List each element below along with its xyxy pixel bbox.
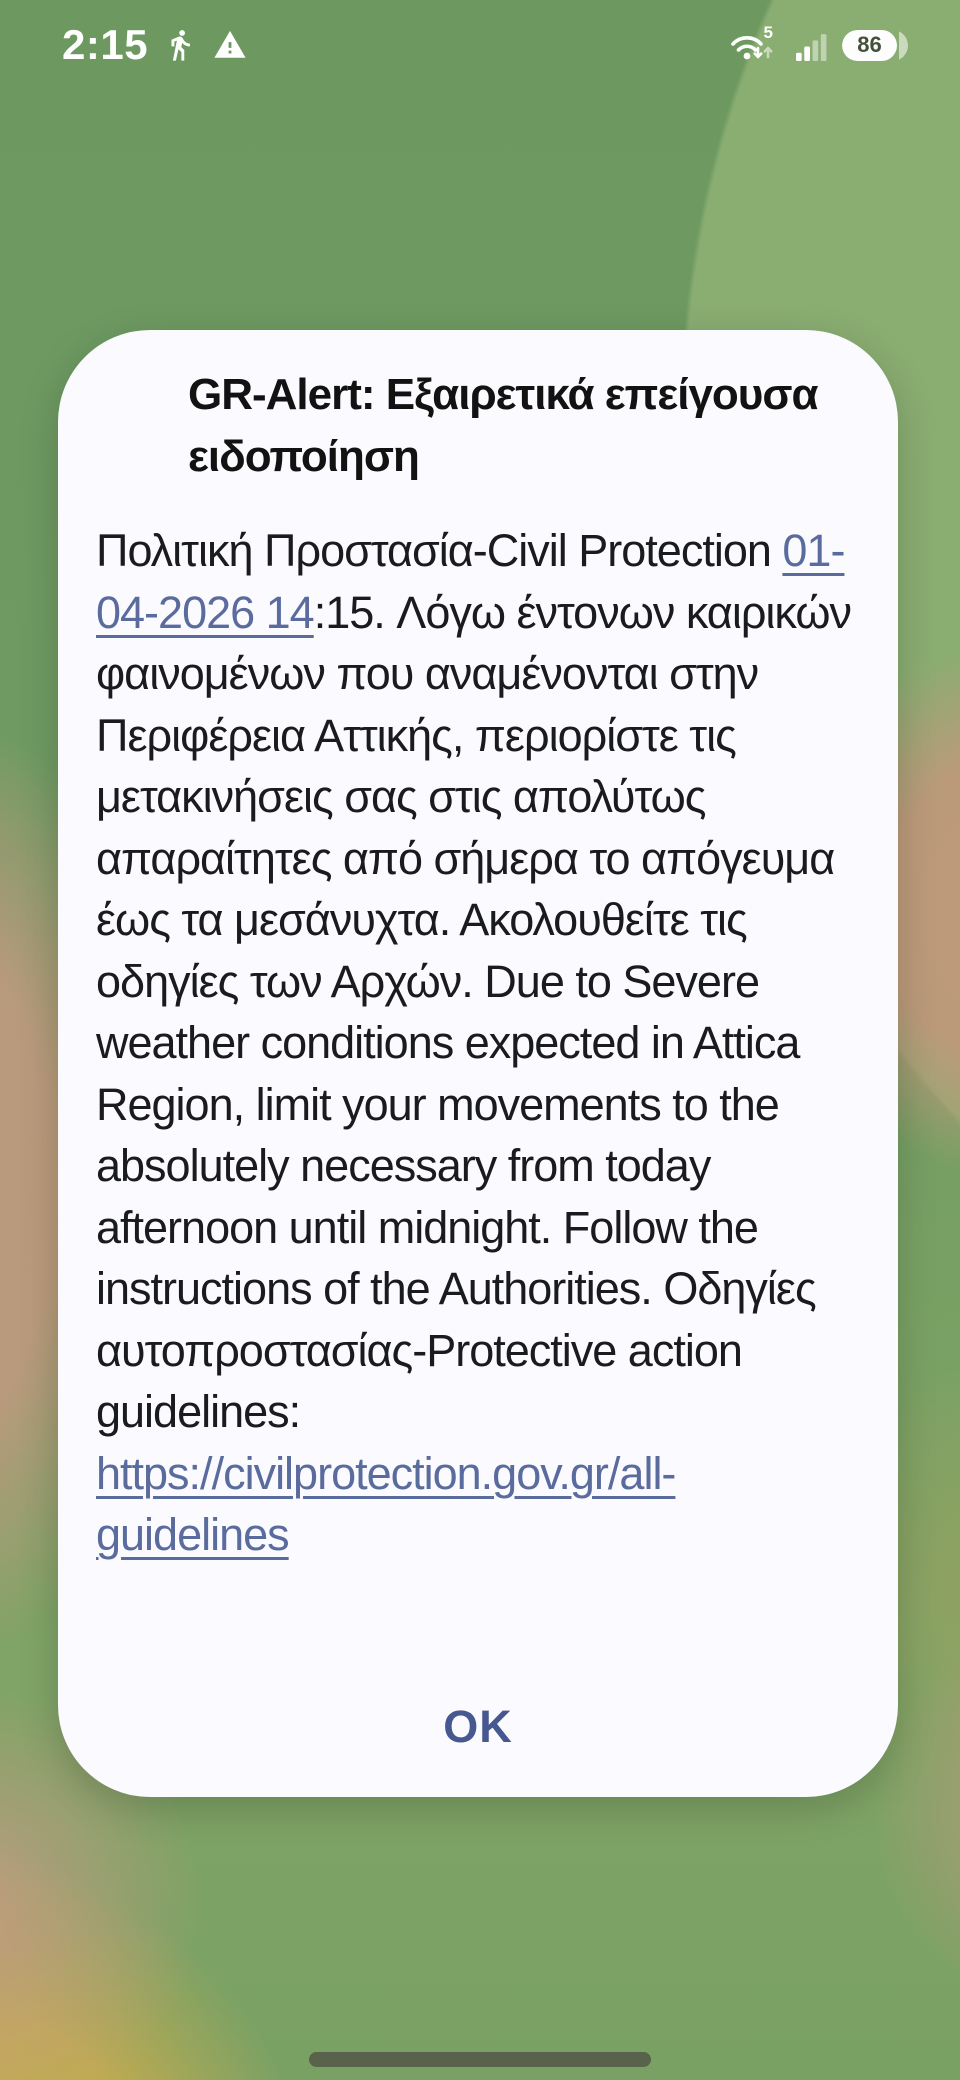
guidelines-url-link[interactable]: https://civilprotection.gov.gr/all-guidelines (96, 1447, 676, 1560)
cell-signal-icon (796, 30, 827, 61)
wifi-standard-label: 5 (763, 23, 773, 42)
battery-percent: 86 (857, 32, 882, 57)
wifi-icon (725, 23, 781, 63)
warning-icon (212, 28, 248, 62)
gesture-navigation-bar[interactable] (309, 2052, 651, 2067)
date-link[interactable]: 01-04-2026 14 (96, 525, 845, 638)
message-text-2: :15. Λόγω έντονων καιρικών φαινομένων που αναμένονται στην Περιφέρεια Αττικής, περιορίστε τις μετακινήσεις σας στις απολύτως απαραίτητες από σήμερα το απόγευμα έως τα μεσάνυχτα. Ακολουθείτε τις οδηγίες των Αρχών. Due to Severe weather conditions expected in Attica Region, limit your movements to the absolutely necessary from today afternoon until midnight. Follow the instructions of the Authorities. Οδηγίες αυτοπροστασίας-Protective action guidelines: (96, 586, 851, 1437)
status-bar-right (725, 23, 908, 63)
ok-button[interactable]: OK (443, 1701, 513, 1752)
dialog-message (96, 520, 860, 1566)
clock: 2:15 (62, 21, 149, 68)
battery-tail (899, 30, 908, 61)
status-bar-left (62, 21, 248, 69)
pedestrian-mode-icon (163, 28, 197, 62)
message-text-1: Πολιτική Προστασία-Civil Protection (96, 525, 783, 576)
battery-fill (842, 30, 897, 61)
dialog-title: GR-Alert: Εξαιρετικά επείγουσα ειδοποίηση (188, 370, 818, 481)
emergency-alert-dialog (58, 330, 898, 1797)
status-bar (0, 0, 960, 84)
battery-indicator (842, 30, 908, 61)
